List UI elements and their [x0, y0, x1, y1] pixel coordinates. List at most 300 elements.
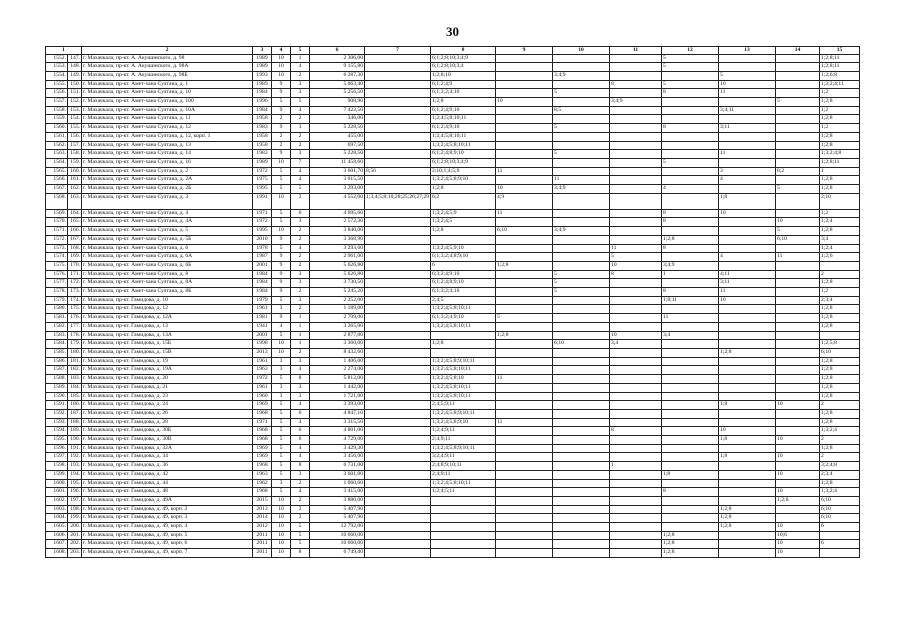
table-cell: 1552. [46, 54, 68, 63]
table-cell [496, 514, 553, 523]
table-cell: 2 [272, 115, 291, 124]
table-cell: 3 [291, 124, 310, 133]
column-number-6: 6 [310, 47, 365, 55]
table-cell: 5 [291, 540, 310, 549]
table-cell: 1;3;2;4;11 [820, 80, 860, 89]
table-cell: 1;2;8 [820, 176, 860, 185]
table-cell [365, 357, 431, 366]
table-cell: г. Махачкала, пр-кт. Гамидова, д. 49, корп. 5 [82, 531, 253, 540]
table-cell [662, 132, 719, 141]
table-cell: 10 [719, 296, 776, 305]
table-cell: 1;3;2;4;5;8;10 [431, 375, 496, 384]
table-cell: 8 432,60 [310, 349, 365, 358]
table-cell: 1;2;8 [431, 227, 496, 236]
column-number-13: 13 [719, 47, 776, 55]
table-cell [820, 331, 860, 340]
table-cell [662, 436, 719, 445]
table-cell: 2 [291, 305, 310, 314]
table-cell: 1565. [46, 167, 68, 176]
table-cell [553, 331, 610, 340]
table-cell [496, 409, 553, 418]
table-cell: 1580. [46, 305, 68, 314]
table-cell [776, 427, 820, 436]
table-cell: 1;2;6 [820, 253, 860, 262]
table-cell [662, 150, 719, 159]
table-cell [496, 523, 553, 532]
table-row [46, 167, 860, 176]
table-row [46, 392, 860, 401]
table-cell: 173. [68, 288, 82, 297]
table-cell: 3 [291, 357, 310, 366]
table-cell: 3 [291, 270, 310, 279]
table-cell: 1;2;8 [662, 531, 719, 540]
table-cell: 3;4;9 [553, 185, 610, 194]
table-cell [719, 357, 776, 366]
table-cell: 1;2;8 [820, 314, 860, 323]
table-cell [365, 185, 431, 194]
table-row [46, 444, 860, 453]
table-cell: 1;8 [719, 453, 776, 462]
table-cell: 5 [553, 124, 610, 133]
table-cell: 8 [291, 549, 310, 558]
table-cell: г. Махачкала, пр-кт. Амет-хана Султана, д. 2 [82, 167, 253, 176]
table-row [46, 124, 860, 133]
table-cell [610, 296, 662, 305]
table-cell: 4 [662, 185, 719, 194]
table-cell [365, 462, 431, 471]
table-row [46, 305, 860, 314]
table-cell [365, 209, 431, 218]
table-cell: 1983 [253, 124, 272, 133]
table-cell [496, 288, 553, 297]
table-cell: 1576. [46, 270, 68, 279]
table-cell: 2013 [253, 505, 272, 514]
table-cell: 1;2;8 [662, 540, 719, 549]
column-number-7: 7 [365, 47, 431, 55]
table-cell: 2 [291, 514, 310, 523]
table-cell [496, 141, 553, 150]
table-cell: 4 [272, 322, 291, 331]
table-row [46, 80, 860, 89]
table-cell [610, 514, 662, 523]
table-cell: 5 [272, 453, 291, 462]
table-cell: 195. [68, 479, 82, 488]
table-cell: 2 [291, 261, 310, 270]
table-cell [719, 158, 776, 167]
table-row [46, 98, 860, 107]
table-cell: 2;3;4 [820, 296, 860, 305]
table-cell [496, 218, 553, 227]
table-cell: 191. [68, 444, 82, 453]
table-cell: г. Махачкала, пр-кт. Гамидова, д. 20 [82, 375, 253, 384]
table-row [46, 523, 860, 532]
table-cell [776, 106, 820, 115]
table-cell [553, 418, 610, 427]
table-cell: 5 [272, 176, 291, 185]
table-cell: 12 792,00 [310, 523, 365, 532]
table-cell: 6 [291, 209, 310, 218]
table-cell: 10 [610, 261, 662, 270]
table-cell: 1 [610, 462, 662, 471]
table-cell [553, 349, 610, 358]
table-cell [776, 209, 820, 218]
table-cell: 3;4;9 [610, 98, 662, 107]
table-cell: 1;3;2;4;5;9 [431, 209, 496, 218]
table-cell [365, 505, 431, 514]
table-cell [496, 244, 553, 253]
table-cell [719, 488, 776, 497]
table-cell: 10 [272, 340, 291, 349]
table-cell: 10 [272, 63, 291, 72]
table-cell: 4;11 [719, 270, 776, 279]
table-cell: 1563. [46, 150, 68, 159]
table-cell: 151. [68, 89, 82, 98]
table-cell: 5 407,90 [310, 505, 365, 514]
table-cell: 5 [272, 244, 291, 253]
table-row [46, 261, 860, 270]
table-cell: 4 [291, 444, 310, 453]
table-cell: г. Махачкала, пр-кт. А. Акушинского, д. 98Б [82, 71, 253, 80]
table-cell [553, 462, 610, 471]
table-cell [776, 80, 820, 89]
table-cell: 1;3;2;4;5;8;9;10;11 [431, 409, 496, 418]
table-cell: 3 [272, 305, 291, 314]
table-cell: 4 [719, 176, 776, 185]
table-cell [719, 366, 776, 375]
table-cell: 5 [272, 98, 291, 107]
table-cell: 1;3;2;4;5;9;10 [431, 244, 496, 253]
table-cell [610, 409, 662, 418]
table-cell: г. Махачкала, пр-кт. Амет-хана Султана, д. 12, корп. 1 [82, 132, 253, 141]
table-cell: 1;3;4;5;8;10;28;25;26;27;29 [365, 193, 431, 209]
table-cell [496, 453, 553, 462]
table-cell: 1 [662, 270, 719, 279]
table-cell [365, 444, 431, 453]
table-cell: 9 [272, 106, 291, 115]
table-cell [776, 357, 820, 366]
table-cell: 5 [553, 270, 610, 279]
table-cell: 9 [272, 235, 291, 244]
table-cell [365, 150, 431, 159]
table-row [46, 244, 860, 253]
table-row [46, 288, 860, 297]
table-cell: 6;1;2;4;8;9;10 [431, 279, 496, 288]
table-cell [496, 436, 553, 445]
table-row [46, 314, 860, 323]
table-cell: 1;2;8;11 [820, 54, 860, 63]
table-cell [820, 549, 860, 558]
table-row [46, 357, 860, 366]
table-cell: 3 601,00 [310, 470, 365, 479]
table-cell: 9 [272, 124, 291, 133]
table-cell [662, 253, 719, 262]
table-cell [776, 479, 820, 488]
table-cell: 1987 [253, 253, 272, 262]
table-cell [610, 488, 662, 497]
table-cell: 9 [272, 89, 291, 98]
table-cell: 1603. [46, 505, 68, 514]
table-cell [553, 436, 610, 445]
table-cell [610, 479, 662, 488]
table-cell [719, 383, 776, 392]
table-cell: 147. [68, 54, 82, 63]
table-cell: 8;56 [365, 167, 431, 176]
table-cell [662, 227, 719, 236]
table-cell: г. Махачкала, пр-кт. Гамидова, д. 19А [82, 366, 253, 375]
table-cell: 1;2;8 [820, 366, 860, 375]
table-cell: 3 [272, 357, 291, 366]
table-cell: 1;2;8 [820, 418, 860, 427]
table-cell: 1989 [253, 158, 272, 167]
table-cell [662, 305, 719, 314]
table-cell: 8;5 [553, 106, 610, 115]
table-cell [553, 505, 610, 514]
table-cell [719, 141, 776, 150]
table-cell [610, 167, 662, 176]
table-cell: 1;2;8 [820, 115, 860, 124]
table-cell [719, 185, 776, 194]
table-cell: г. Махачкала, пр-кт. Амет-хана Султана, д. 5Б [82, 235, 253, 244]
column-number-4: 4 [272, 47, 291, 55]
table-cell: 1 060,60 [310, 479, 365, 488]
table-cell: 3;2;4;8 [820, 462, 860, 471]
table-cell: 2 877,00 [310, 331, 365, 340]
table-cell: 1588. [46, 375, 68, 384]
table-cell: 152. [68, 98, 82, 107]
table-cell: 5 [776, 98, 820, 107]
table-cell [610, 235, 662, 244]
table-cell: 4 729,00 [310, 436, 365, 445]
table-cell [553, 531, 610, 540]
table-cell: г. Махачкала, пр-кт. Амет-хана Султана, д. 8А [82, 279, 253, 288]
table-cell: 6;1;3;2;4;10 [431, 288, 496, 297]
table-cell [610, 106, 662, 115]
table-row [46, 158, 860, 167]
table-cell: 11 [719, 89, 776, 98]
table-cell: 2;10;1;4;5;9 [431, 167, 496, 176]
page-number: 30 [446, 24, 459, 39]
table-cell: 1556. [46, 89, 68, 98]
table-cell [496, 427, 553, 436]
table-cell [365, 314, 431, 323]
table-cell [553, 63, 610, 72]
table-cell: 2 [820, 401, 860, 410]
table-cell [553, 141, 610, 150]
table-cell: 1;3;2;4;5;8;10;11 [431, 322, 496, 331]
table-cell: 2001 [253, 331, 272, 340]
table-cell: 2 [272, 141, 291, 150]
table-cell: 1989 [253, 80, 272, 89]
table-cell [553, 305, 610, 314]
table-cell: 4 [291, 366, 310, 375]
table-cell [610, 540, 662, 549]
table-cell: 3 [719, 167, 776, 176]
table-cell [662, 176, 719, 185]
table-cell [365, 261, 431, 270]
table-cell: 8 [662, 89, 719, 98]
table-cell: 1991 [253, 193, 272, 209]
table-cell: 5 [272, 401, 291, 410]
table-cell: 1;8;11 [662, 296, 719, 305]
table-cell [610, 124, 662, 133]
table-cell: г. Махачкала, пр-кт. Амет-хана Султана, д. 13 [82, 141, 253, 150]
table-cell: 1;2;8 [820, 185, 860, 194]
table-cell [610, 209, 662, 218]
table-cell [553, 296, 610, 305]
table-cell: 202. [68, 540, 82, 549]
table-cell: 6 287,30 [310, 71, 365, 80]
table-cell: 5 [272, 470, 291, 479]
table-cell [365, 392, 431, 401]
table-cell: 10 [272, 193, 291, 209]
table-cell: 6;3;2;4;9;10 [431, 270, 496, 279]
table-cell: 9 [272, 80, 291, 89]
table-cell [719, 549, 776, 558]
table-cell [365, 427, 431, 436]
table-cell [496, 63, 553, 72]
table-cell: 3 880,00 [310, 496, 365, 505]
table-cell: 186. [68, 401, 82, 410]
table-cell: 5 [662, 63, 719, 72]
table-cell [496, 479, 553, 488]
table-cell: 5 [272, 462, 291, 471]
table-row [46, 401, 860, 410]
table-cell: 5 [776, 227, 820, 236]
table-row [46, 349, 860, 358]
table-cell [553, 401, 610, 410]
table-cell: 1989 [253, 54, 272, 63]
table-cell [553, 261, 610, 270]
table-cell: 1 189,00 [310, 305, 365, 314]
table-row [46, 470, 860, 479]
table-cell: 1;3;2;4;5;8;9;10 [431, 418, 496, 427]
table-cell: 1581. [46, 314, 68, 323]
table-cell: 5 [291, 523, 310, 532]
table-cell [431, 540, 496, 549]
table-cell [662, 496, 719, 505]
table-cell: 1;2;8 [820, 132, 860, 141]
table-cell: г. Махачкала, пр-кт. Амет-хана Султана, д. 8 [82, 270, 253, 279]
table-cell [553, 383, 610, 392]
table-cell: 1;2;8 [820, 383, 860, 392]
table-cell: 10 [776, 401, 820, 410]
table-row [46, 176, 860, 185]
table-cell: 183. [68, 375, 82, 384]
table-cell [776, 322, 820, 331]
table-cell: 9 [272, 253, 291, 262]
table-cell: 3 [291, 279, 310, 288]
table-cell [662, 409, 719, 418]
table-cell [610, 357, 662, 366]
table-cell: 1961 [253, 305, 272, 314]
table-cell: 3 840,00 [310, 227, 365, 236]
table-cell [776, 279, 820, 288]
table-cell: г. Махачкала, пр-кт. Гамидова, д. 49А [82, 496, 253, 505]
table-cell: 1;2;8 [820, 98, 860, 107]
table-cell: 1983 [253, 150, 272, 159]
table-cell: 3 [291, 80, 310, 89]
table-cell: 11 [496, 418, 553, 427]
table-cell: 1984 [253, 106, 272, 115]
table-cell [776, 462, 820, 471]
table-cell: г. Махачкала, пр-кт. Амет-хана Султана, д. 10А [82, 106, 253, 115]
table-cell: 5 [272, 427, 291, 436]
table-cell: 5 [662, 54, 719, 63]
table-cell: 5 256,50 [310, 89, 365, 98]
table-cell: 8 [662, 218, 719, 227]
table-cell: 3 [291, 383, 310, 392]
table-cell: 9 [272, 150, 291, 159]
table-cell: 1600. [46, 479, 68, 488]
table-cell: 1963 [253, 470, 272, 479]
table-cell: 10 [776, 540, 820, 549]
table-cell: г. Махачкала, пр-кт. Гамидова, д. 26 [82, 409, 253, 418]
table-cell [553, 375, 610, 384]
table-cell: 1;3;2;4 [820, 427, 860, 436]
table-cell [431, 235, 496, 244]
table-cell: г. Махачкала, пр-кт. Гамидова, д. 21 [82, 383, 253, 392]
table-cell [662, 106, 719, 115]
table-cell: 1561. [46, 132, 68, 141]
table-cell: 1;2;8 [820, 479, 860, 488]
table-cell [776, 383, 820, 392]
table-cell [776, 176, 820, 185]
table-cell [365, 523, 431, 532]
table-cell: 5 812,00 [310, 375, 365, 384]
table-cell: 3 368,90 [310, 235, 365, 244]
table-cell [610, 305, 662, 314]
table-cell: 1553. [46, 63, 68, 72]
table-cell: 8 [291, 375, 310, 384]
table-cell: 198. [68, 505, 82, 514]
table-cell: 1592. [46, 409, 68, 418]
table-cell: 1;2;8 [719, 505, 776, 514]
table-cell [553, 322, 610, 331]
table-cell: 7 422,50 [310, 106, 365, 115]
table-cell [610, 115, 662, 124]
table-cell [496, 89, 553, 98]
table-cell: 1;3;2;4;5;8;9;10;11 [431, 444, 496, 453]
table-cell: 8 [662, 488, 719, 497]
table-cell: 6;1;2;8;10;3;4 [431, 63, 496, 72]
table-row [46, 375, 860, 384]
table-cell: 6;10 [820, 514, 860, 523]
table-cell: 9 [272, 270, 291, 279]
table-row [46, 505, 860, 514]
table-cell: г. Махачкала, пр-кт. Гамидова, д. 15В [82, 349, 253, 358]
table-cell [610, 392, 662, 401]
table-cell: г. Махачкала, пр-кт. Амет-хана Султана, д. 100 [82, 98, 253, 107]
table-cell: 1590. [46, 392, 68, 401]
table-cell [553, 549, 610, 558]
table-cell [610, 418, 662, 427]
table-cell: 4 [291, 106, 310, 115]
table-cell [662, 322, 719, 331]
table-cell: 6;1;2;8;10;3;4;9 [431, 158, 496, 167]
table-cell: 10 660,00 [310, 531, 365, 540]
table-cell [365, 227, 431, 236]
table-cell [553, 54, 610, 63]
table-cell: 4 552,00 [310, 193, 365, 209]
table-cell [553, 514, 610, 523]
table-cell: 5 [272, 331, 291, 340]
table-cell [610, 349, 662, 358]
table-cell: 1;3;2;4;5;8;10;11 [431, 141, 496, 150]
table-cell: 11 [553, 176, 610, 185]
table-cell [365, 453, 431, 462]
table-cell: 6;10 [820, 349, 860, 358]
table-cell [662, 383, 719, 392]
